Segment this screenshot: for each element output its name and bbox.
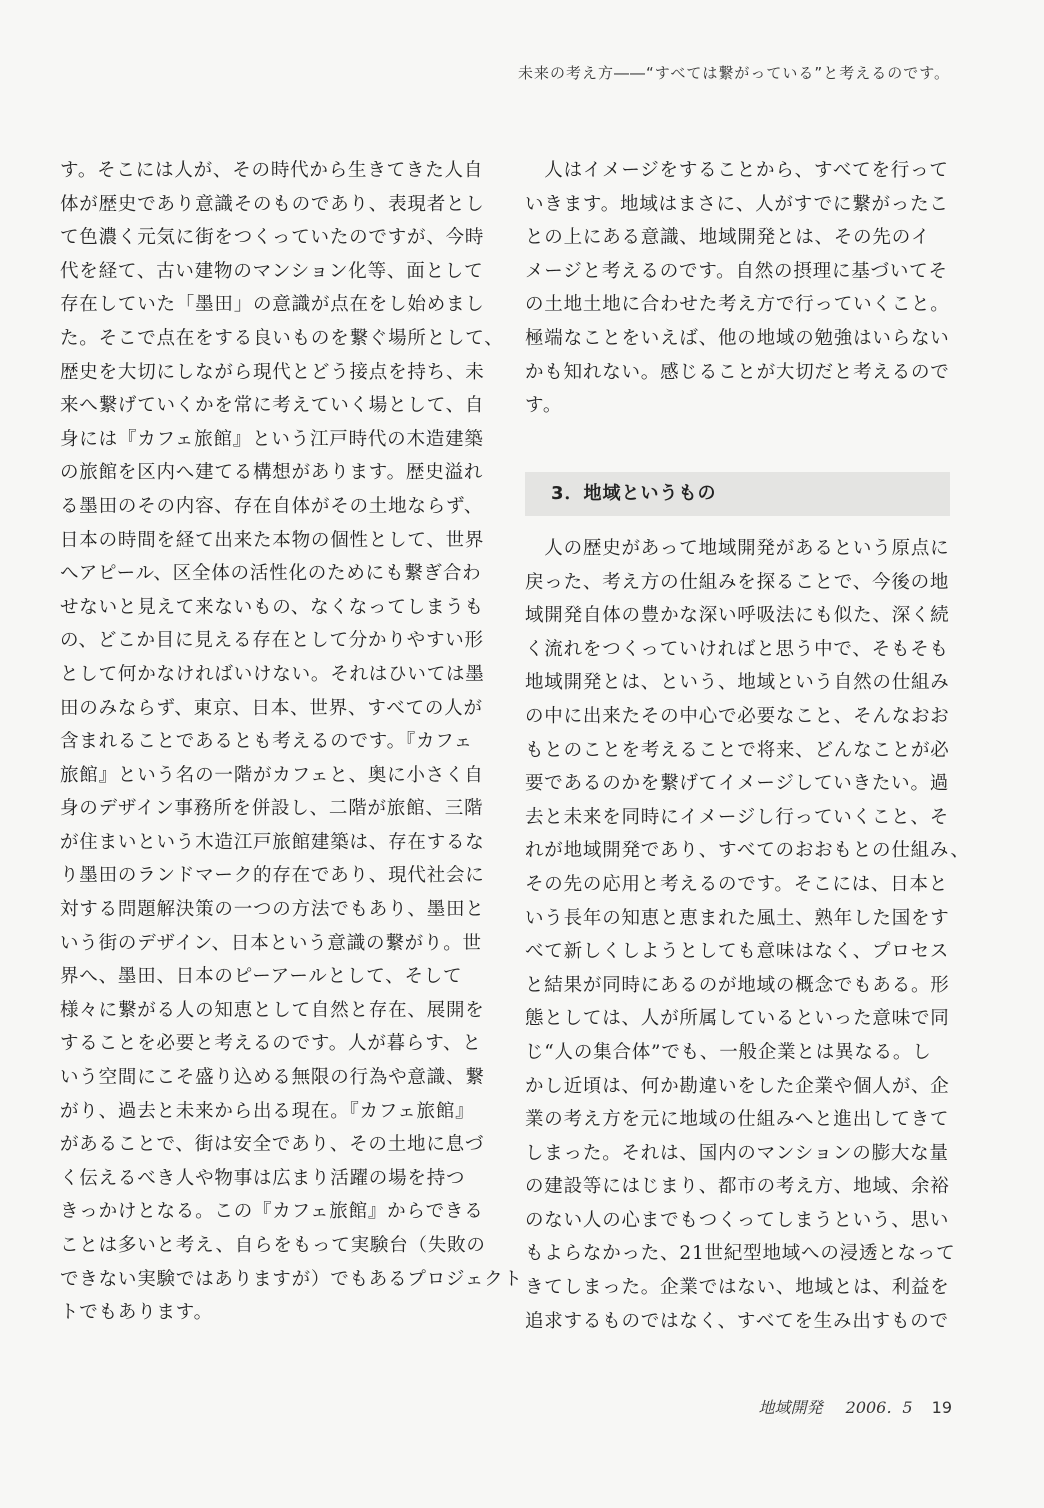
text-line: べて新しくしようとしても意味はなく、プロセス [525,941,950,963]
text-line: 田のみならず、東京、日本、世界、すべての人が [60,697,483,719]
text-line: 人はイメージをすることから、すべてを行って [525,160,949,181]
text-line: 戻った、考え方の仕組みを探ることで、今後の地 [525,571,950,593]
text-line: かし近頃は、何か勘違いをした企業や個人が、企 [525,1075,950,1097]
text-line: の建設等にはじまり、都市の考え方、地域、余裕 [525,1176,950,1198]
text-line: その先の応用と考えるのです。そこには、日本と [525,873,949,895]
text-line: 存在していた「墨田」の意識が点在をし始めまし [60,294,485,316]
text-line: かも知れない。感じることが大切だと考えるので [525,361,950,383]
text-line: もとのことを考えることで将来、どんなことが必 [525,739,950,761]
text-line: いう空間にこそ盛り込める無限の行為や意識、繋 [60,1067,485,1089]
text-line: れが地域開発であり、すべてのおおもとの仕組み、 [525,840,970,862]
left-column [60,154,523,1330]
text-line: り墨田のランドマーク的存在であり、現代社会に [60,865,485,887]
text-line: 態としては、人が所属しているといった意味で同 [525,1008,950,1030]
text-line: と結果が同時にあるのが地域の概念でもある。形 [525,974,950,996]
text-line: 歴史を大切にしながら現代とどう接点を持ち、未 [60,361,485,383]
page-number: 19 [931,1398,952,1417]
text-line: いう長年の知恵と恵まれた風土、熟年した国をす [525,907,950,929]
section-heading: 3．地域というもの [525,472,950,516]
right-column-top [525,154,955,423]
text-line: 身のデザイン事務所を併設し、二階が旅館、三階 [60,798,484,820]
text-line: 界へ、墨田、日本のピーアールとして、そして [60,966,463,988]
text-line: 去と未来を同時にイメージし行っていくこと、そ [525,806,950,828]
text-line: く流れをつくっていければと思う中で、そもそも [525,638,949,660]
text-line: の、どこか目に見える存在として分かりやすい形 [60,630,484,652]
text-line: ことは多いと考え、自らをもって実験台（失敗の [60,1235,486,1256]
text-line: せないと見えて来ないもの、なくなってしまうも [60,596,484,618]
text-line: 代を経て、古い建物のマンション化等、面として [60,260,484,282]
text-line: トでもあります。 [60,1302,213,1324]
text-line: る墨田のその内容、存在自体がその土地ならず、 [60,495,484,517]
issue-date: 2006．5 [845,1398,913,1417]
text-line: の中に出来たその中心で必要なこと、そんなおお [525,705,950,727]
text-line: きてしまった。企業ではない、地域とは、利益を [525,1277,950,1299]
text-line: た。そこで点在をする良いものを繋ぐ場所として、 [60,327,504,349]
text-line: いう街のデザイン、日本という意識の繋がり。世 [60,932,482,954]
text-line: メージと考えるのです。自然の摂理に基づいてそ [525,260,948,282]
text-line: 域開発自体の豊かな深い呼吸法にも似た、深く続 [525,605,950,627]
text-line: が住まいという木造江戸旅館建築は、存在するな [60,831,485,853]
text-line: 人の歴史があって地域開発があるという原点に [525,538,950,559]
text-line: 日本の時間を経て出来た本物の個性として、世界 [60,529,485,551]
text-line: す。そこには人が、その時代から生きてきた人自 [60,160,484,181]
text-line: できない実験ではありますが）でもあるプロジェクト [60,1268,523,1290]
text-line: との上にある意識、地域開発とは、その先のイ [525,227,931,249]
text-line: 様々に繋がる人の知恵として自然と存在、展開を [60,999,485,1021]
text-line: 要であるのかを繋げてイメージしていきたい。過 [525,773,950,795]
text-line: 来へ繋げていくかを常に考えていく場として、自 [60,395,485,417]
text-line: 極端なことをいえば、他の地域の勉強はいらない [525,327,950,349]
text-line: の土地土地に合わせた考え方で行っていくこと。 [525,294,950,316]
text-line: く伝えるべき人や物事は広まり活躍の場を持つ [60,1167,466,1189]
page-footer [759,1395,952,1418]
text-line: もよらなかった、21世紀型地域への浸透となって [525,1243,956,1265]
text-line: きっかけとなる。この『カフェ旅館』からできる [60,1201,484,1223]
journal-title: 地域開発 [758,1398,823,1417]
text-line: じ“人の集合体”でも、一般企業とは異なる。し [525,1041,932,1063]
text-line: 業の考え方を元に地域の仕組みへと進出してきて [525,1109,950,1131]
text-line: いきます。地域はまさに、人がすでに繋がったこ [525,193,949,215]
text-line: す。 [525,395,563,417]
text-line: て色濃く元気に街をつくっていたのですが、今時 [60,227,485,249]
text-line: 身には『カフェ旅館』という江戸時代の木造建築 [60,428,484,450]
text-line: 地域開発とは、という、地域という自然の仕組み [525,672,950,694]
running-head: 未来の考え方――“すべては繋がっている”と考えるのです。 [517,64,950,82]
text-line: することを必要と考えるのです。人が暮らす、と [60,1033,482,1055]
right-column-bottom [525,532,970,1338]
text-line: 含まれることであるとも考えるのです。『カフェ [60,731,473,753]
text-line: 対する問題解決策の一つの方法でもあり、墨田と [60,899,485,921]
text-line: として何かなければいけない。それはひいては墨 [60,663,485,685]
text-line: 旅館』という名の一階がカフェと、奥に小さく自 [60,764,484,786]
text-line: の旅館を区内へ建てる構想があります。歴史溢れ [60,462,484,484]
text-line: のない人の心までもつくってしまうという、思い [525,1209,950,1231]
text-line: 追求するものではなく、すべてを生み出すもので [525,1310,949,1332]
text-line: があることで、街は安全であり、その土地に息づ [60,1134,485,1156]
text-line: がり、過去と未来から出る現在。『カフェ旅館』 [60,1100,475,1122]
text-line: 体が歴史であり意識そのものであり、表現者とし [60,193,485,215]
text-line: へアピール、区全体の活性化のためにも繋ぎ合わ [60,563,482,585]
text-line: しまった。それは、国内のマンションの膨大な量 [525,1142,949,1164]
